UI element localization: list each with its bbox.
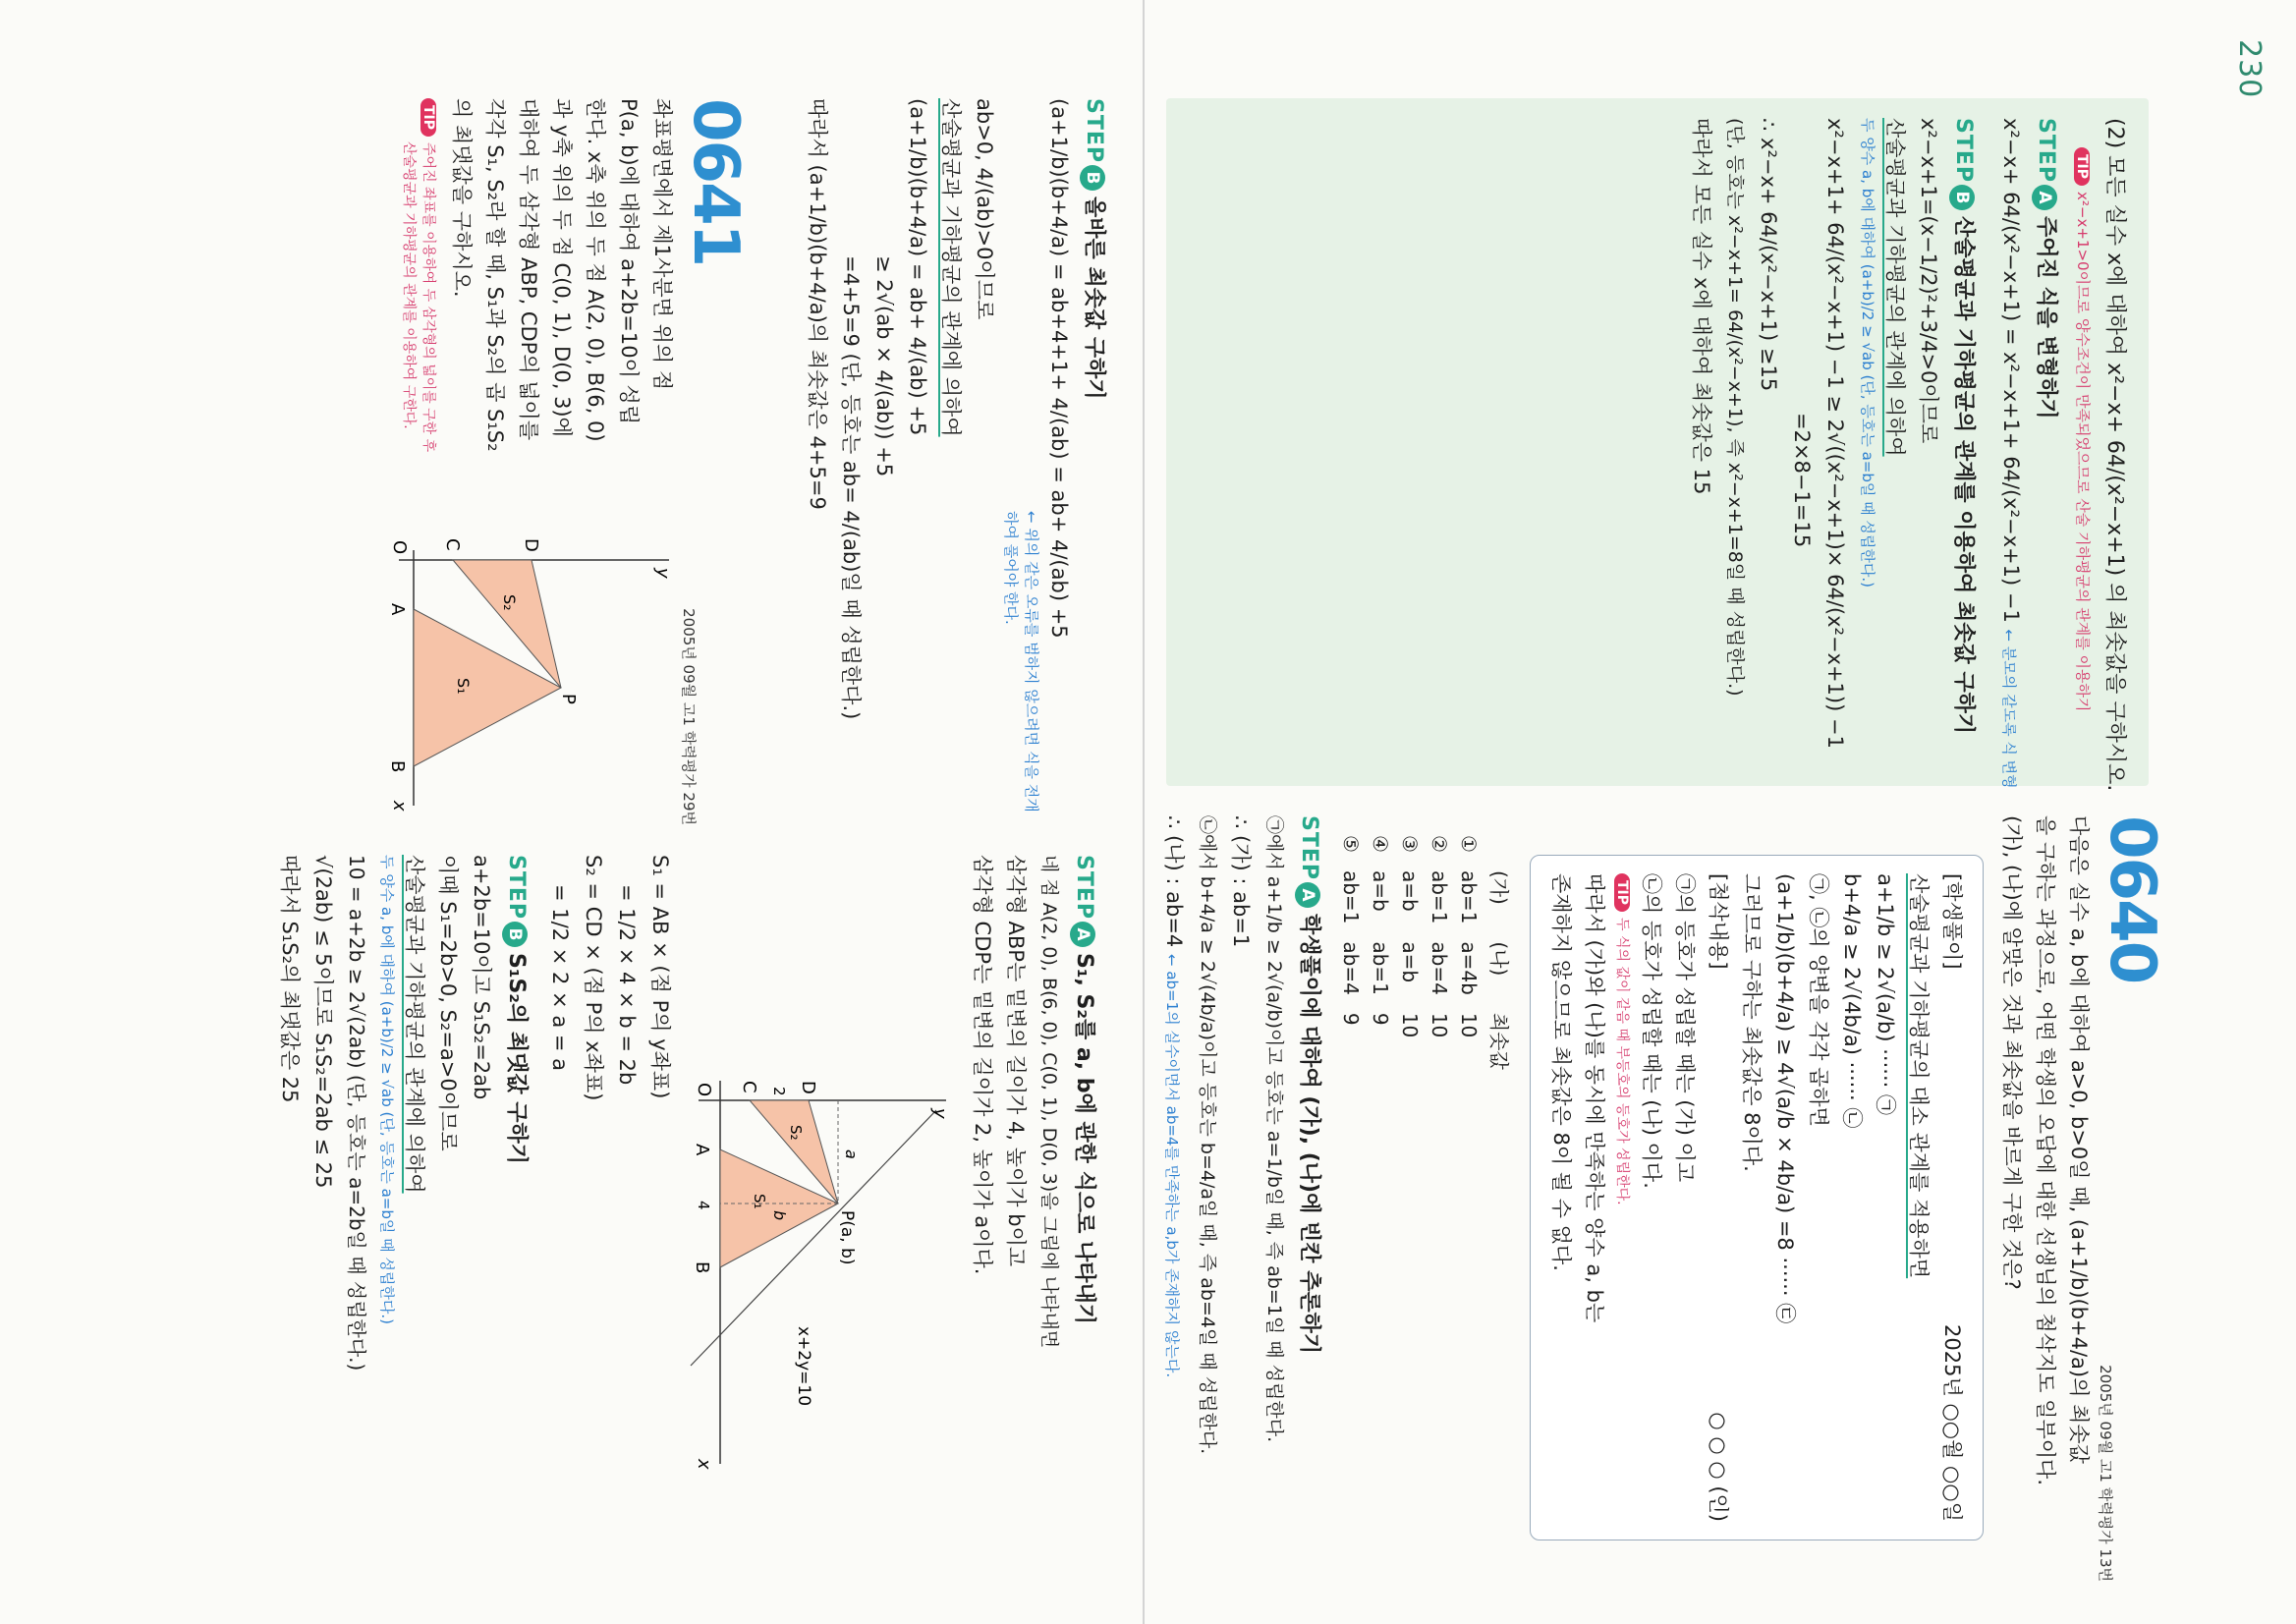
b-line-5: ∴ x²−x+ 64/(x²−x+1) ≥15 (1757, 118, 1780, 392)
step-badge-b: B (1949, 185, 1975, 210)
choice-cell: a=b (1369, 869, 1392, 912)
r-line-6: =4+5=9 (단, 등호는 ab= 4/(ab)일 때 성립한다.) (839, 255, 863, 720)
box-line-6: 그러므로 구하는 최솟값은 8이다. (1740, 873, 1764, 1172)
box-student-label: [학생풀이] (1940, 873, 1964, 970)
choice-cell: 10 (1457, 1012, 1481, 1038)
box-line-5: (a+1/b)(b+4/a) ≥ 4√(a/b × 4b/a) =8 ······ ㉢ (1773, 873, 1797, 1324)
step-word: STEP (1072, 855, 1096, 921)
problem-number-0641: 0641 (679, 98, 752, 266)
p0641-a-line-1: 네 점 A(2, 0), B(6, 0), C(0, 1), D(0, 3)을 그림에 나타내면 (1038, 855, 1060, 1349)
step-a-title: 주어진 식을 변형하기 (2034, 216, 2058, 420)
b-line-3: x²−x+1+ 64/(x²−x+1) −1 ≥ 2√((x²−x+1)× 64/(x²−x+1)) −1 (1823, 118, 1847, 749)
bottom-step-b-title: 올바른 최솟값 구하기 (1082, 196, 1106, 400)
p0641-a-line-7: = 1/2 × 2 × a = a (548, 884, 572, 1072)
fig2-line-label: x+2y=10 (794, 1326, 813, 1407)
problem-0641-body (384, 98, 679, 825)
p0641-text-1: 좌표평면에서 제1사분면 위의 점 (650, 98, 674, 391)
b-line-6: (단, 등호는 x²−x+1= 64/(x²−x+1), 즉 x²−x+1=8일 때 성립한다.) (1724, 118, 1746, 697)
solution-continuation (1166, 98, 2149, 792)
bottom-left-column (56, 98, 1117, 825)
step-word: STEP (1297, 815, 1321, 881)
choice-header: (나) (1487, 941, 1511, 977)
choice-cell: ab=1 (1457, 869, 1481, 924)
r-line-3: 산술평균과 기하평균의 관계에 의하여 (939, 98, 963, 437)
b-line-7: 따라서 모든 실수 x에 대하여 최솟값은 15 (1690, 118, 1713, 495)
p0641-text-2: P(a, b)에 대하여 a+2b=10이 성립 (617, 98, 641, 425)
b-line-1: x²−x+1=(x−1/2)²+3/4>0이므로 (1917, 118, 1940, 444)
box-line-10: 존재하지 않으므로 최솟값은 8이 될 수 없다. (1549, 873, 1573, 1271)
tip-chip: TIP (2074, 147, 2090, 186)
p0641-b-note: 두 양수 a, b에 대하여 (a+b)/2 ≥ √ab (단, 등호는 a=b일 때 성립한다.) (378, 855, 396, 1324)
choice-cell: ab=1 (1369, 941, 1392, 995)
r-l1-text: (a+1/b)(b+4/a) = ab+4+1+ 4/(ab) = ab+ 4/(ab) +5 (1047, 98, 1071, 639)
choice-header-row (1484, 835, 1518, 1088)
step-b-heading (1949, 118, 1981, 766)
choice-row[interactable] (1336, 835, 1366, 1088)
p0641-step-a (1070, 855, 1101, 1562)
choice-cell: ⑤ (1339, 835, 1363, 853)
p0640-s-line-3: ㉡에서 b+4/a ≥ 2√(4b/a)이고 등호는 b=4/a일 때, 즉 ab=4일 때 성립한다. (1197, 815, 1218, 1455)
problem-0640 (1156, 815, 2168, 1582)
p0641-b-line-5: √(2ab) ≤ 5이므로 S₁S₂=2ab ≤ 25 (311, 855, 335, 1189)
fig1-point-b: B (387, 760, 408, 773)
choice-cell: ② (1428, 835, 1451, 853)
fig1-point-a: A (387, 603, 408, 616)
fig2-point-c: C (739, 1081, 759, 1093)
choice-cell: ab=1 (1339, 869, 1363, 924)
step-b-title: 산술평균과 기하평균의 관계를 이용하여 최솟값 구하기 (1951, 216, 1976, 735)
student-solution-box (1530, 855, 1984, 1540)
fig2-point-p: P(a, b) (837, 1210, 857, 1265)
step-badge-a: A (2032, 185, 2057, 210)
problem-number-0640: 0640 (2096, 815, 2168, 983)
p0640-text-2: 을 구하는 과정으로, 어떤 학생의 오답에 대한 선생님의 첨삭지도 일부이다. (2034, 815, 2057, 1486)
p0641-step-b (502, 855, 533, 1562)
answer-choices (1336, 835, 1518, 1088)
box-date: 2025년 ○○월 ○○일 (1940, 1324, 1964, 1522)
p0641-b-line-1: a+2b=10이고 S₁S₂=2ab (470, 855, 493, 1100)
fig1-y-label: y (652, 568, 673, 579)
p0640-s-line-2: ∴ (가) : ab=1 (1229, 815, 1253, 948)
p0641-text-6: 각각 S₁, S₂라 할 때, S₁과 S₂의 곱 S₁S₂ (483, 98, 507, 452)
page-divider (1143, 0, 1145, 1624)
choice-cell: 9 (1339, 1012, 1363, 1026)
r-line-4: (a+1/b)(b+4/a) = ab+ 4/(ab) +5 (906, 98, 929, 436)
fig2-b-label: b (770, 1210, 789, 1221)
box-line-3: b+4/a ≥ 2√(4b/a) ······ ㉡ (1840, 873, 1864, 1129)
fig2-point-a: A (692, 1144, 712, 1156)
choice-cell: a=b (1398, 941, 1422, 983)
box-line-8: ㉡의 등호가 성립할 때는 (나) 이다. (1640, 873, 1663, 1189)
fig2-y-label: y (929, 1108, 950, 1119)
box-teacher-label: [첨삭내용] (1707, 873, 1730, 970)
fig2-two-label: 2 (770, 1087, 788, 1096)
choice-cell: ab=1 (1428, 869, 1451, 924)
box-line-2: a+1/b ≥ 2√(a/b) ······ ㉠ (1874, 873, 1897, 1115)
choice-cell: ① (1457, 835, 1481, 853)
fig2-s1-label: S₁ (751, 1194, 768, 1209)
problem-source-0641: 2005년 09월 고1 학력평가 29번 (680, 608, 698, 825)
step-a-eq: x²−x+ 64/(x²−x+1) = x²−x+1+ 64/(x²−x+1) −1 (1999, 118, 2023, 623)
fig1-origin: O (389, 540, 410, 555)
b-note: 두 양수 a, b에 대하여 (a+b)/2 ≥ √ab (단, 등호는 a=b일 때 성립한다.) (1859, 118, 1876, 588)
p0641-b-line-4: 10 = a+2b ≥ 2√(2ab) (단, 등호는 a=2b일 때 성립한다.) (345, 855, 368, 1372)
p0640-s-note: ← ab=1의 실수이면서 ab=4를 만족하는 a,b가 존재하지 않는다. (1163, 953, 1181, 1378)
p0641-b-line-3: 산술평균과 기하평균의 관계에 의하여 (403, 855, 426, 1194)
choice-cell: ab=4 (1339, 941, 1363, 995)
choice-cell: ④ (1369, 835, 1392, 853)
step-a-heading (2032, 118, 2063, 766)
p0641-step-b-title: S₁S₂의 최댓값 구하기 (504, 953, 529, 1165)
problem-0641-text (384, 98, 679, 521)
fig2-four-label: 4 (695, 1201, 712, 1210)
bottom-step-b (1080, 98, 1111, 825)
box-line-7: ㉠의 등호가 성립할 때는 (가) 이고 (1673, 873, 1697, 1183)
box-header (1935, 873, 1969, 1522)
p0641-text-3: 한다. x축 위의 두 점 A(2, 0), B(6, 0) (584, 98, 607, 442)
fig1-s2-label: S₂ (500, 594, 519, 611)
step-a-note: ← 분모의 같도록 식 변형 (2000, 629, 2018, 789)
box-tip-text: 두 식의 값이 같음 때 부등호의 등호가 성립한다. (1614, 918, 1630, 1205)
tip-text: x²−x+1>0이므로 양수조건이 만족되었으므로 산술 기하평균의 관계를 이용하기 (2074, 192, 2092, 712)
step-word: STEP (1951, 118, 1976, 184)
problem-0641-solution (56, 855, 1107, 1562)
choice-cell: a=b (1398, 869, 1422, 912)
p0641-tip-2: 산술평균과 기하평균의 관계를 이용하여 구한다. (401, 141, 417, 429)
p0641-tip-1: 주어진 좌표를 이용하여 두 삼각형의 넓이를 구한 후 (420, 142, 436, 453)
b-line-4: =2×8−1=15 (1790, 413, 1814, 548)
step-word: STEP (504, 855, 529, 921)
choice-header: (가) (1487, 869, 1511, 905)
box-teacher-sign: ○ ○ ○ (인) (1707, 1412, 1730, 1522)
p0641-text-7: 의 최댓값을 구하시오. (450, 98, 474, 298)
problem-source-0640: 2005년 09월 고1 학력평가 13번 (2097, 1365, 2114, 1582)
p0640-s-line-1: ㉠에서 a+1/b ≥ 2√(a/b)이고 등호는 a=1/b일 때, 즉 ab=1일 때 성립한다. (1263, 815, 1285, 1443)
b-line-2: 산술평균과 기하평균의 관계에 의하여 (1883, 118, 1907, 457)
p0641-text-5: 대하여 두 삼각형 ABP, CDP의 넓이를 (517, 98, 540, 441)
problem-0640-header (2096, 815, 2168, 1582)
box-line-9: 따라서 (가)와 (나)를 동시에 만족하는 양수 a, b는 (1583, 873, 1606, 1323)
fig1-point-d: D (521, 538, 541, 552)
fig1-s1-label: S₁ (454, 678, 473, 695)
choice-row[interactable] (1395, 835, 1425, 1088)
choice-row[interactable] (1454, 835, 1484, 1088)
choice-header: 최솟값 (1487, 1012, 1511, 1070)
problem-0641-figure (384, 521, 679, 815)
box-line-1: 산술평균과 기하평균의 대소 관계를 적용하면 (1907, 873, 1931, 1279)
p0640-step-a-title: 학생풀이에 대하여 (가), (나)에 빈칸 추론하기 (1297, 914, 1321, 1355)
choice-header (1484, 835, 1518, 870)
p0641-a-line-6: S₂ = CD × (점 P의 x좌표) (582, 855, 605, 1101)
fig2-point-b: B (692, 1261, 712, 1274)
r-line-1 (1042, 98, 1076, 825)
p0641-a-line-3: 삼각형 CDP는 밑변의 길이가 2, 높이가 a이다. (971, 855, 994, 1275)
fig2-origin: O (694, 1083, 714, 1097)
p0640-text-3: (가), (나)에 알맞은 것과 최솟값을 바르게 구한 것은? (2000, 815, 2024, 1290)
step-badge-b: B (502, 922, 528, 947)
p0640-text-1: 다음은 실수 a, b에 대하여 a>0, b>0일 때, (a+1/b)(b+4/a)의 최솟값 (2067, 815, 2091, 1464)
top-half (1147, 0, 2188, 1624)
page-number: 230 (2232, 39, 2267, 99)
step-badge-a: A (1070, 922, 1095, 947)
step-word: STEP (2034, 118, 2058, 184)
choice-row[interactable] (1425, 835, 1454, 1088)
problem-0641-header (679, 98, 752, 825)
fig1-point-c: C (442, 538, 463, 551)
choice-row[interactable] (1366, 835, 1395, 1088)
p0641-a-line-4: S₁ = AB × (점 P의 y좌표) (648, 855, 672, 1099)
p0641-step-a-title: S₁, S₂를 a, b에 관한 식으로 나타내기 (1072, 953, 1096, 1325)
fig2-s2-label: S₂ (787, 1125, 805, 1141)
fig2-point-d: D (798, 1081, 818, 1094)
p0640-step-a (1295, 815, 1326, 1582)
fig1-point-p: P (558, 694, 579, 704)
fig2-a-label: a (842, 1149, 861, 1159)
p0641-a-line-5: = 1/2 × 4 × b = 2b (615, 884, 639, 1086)
step-a-line (1992, 118, 2028, 789)
choice-cell: ③ (1398, 835, 1422, 853)
step-badge-a: A (1295, 882, 1320, 908)
p0641-a-line-2: 삼각형 ABP는 밑변의 길이가 4, 높이가 b이고 (1004, 855, 1028, 1267)
box-tip-chip: TIP (1614, 873, 1630, 912)
box-teacher-row (1702, 873, 1735, 1522)
bottom-half (46, 0, 1127, 1624)
p0640-s-l4-text: ∴ (나) : ab=4 (1162, 815, 1186, 948)
step-word: STEP (1082, 98, 1106, 164)
p0640-s-line-4 (1155, 815, 1191, 1582)
box-line-4: ㉠, ㉡의 양변을 각각 곱하면 (1807, 873, 1830, 1127)
p0641-b-line-2: 이때 S₁=2b>0, S₂=a>0이므로 (436, 855, 460, 1151)
fig1-x-label: x (389, 801, 410, 812)
problem-2-text: (2) 모든 실수 x에 대하여 x²−x+ 64/(x²−x+1) 의 최솟값을 구하시오. (2102, 118, 2127, 792)
solution-figure (681, 953, 956, 1503)
box-tip (1613, 873, 1633, 1522)
p0641-b-line-6: 따라서 S₁S₂의 최댓값은 25 (278, 855, 302, 1103)
choice-cell: 9 (1369, 1012, 1392, 1026)
p0641-text-4: 과 y축 위의 두 점 C(0, 1), D(0, 3)에 (550, 98, 574, 437)
p0641-tip (400, 98, 439, 521)
choice-cell: a=4b (1457, 941, 1481, 995)
choice-cell: ab=4 (1428, 941, 1451, 995)
fig2-x-label: x (694, 1459, 714, 1470)
tip-line (2073, 147, 2094, 766)
r-line-7: 따라서 (a+1/b)(b+4/a)의 최솟값은 4+5=9 (806, 98, 829, 510)
p0641-tip-chip: TIP (420, 98, 436, 137)
choice-cell: 10 (1428, 1012, 1451, 1038)
r-line-2: ab>0, 4/(ab)>0이므로 (973, 98, 996, 320)
step-badge-b: B (1080, 165, 1105, 191)
choice-cell: 10 (1398, 1012, 1422, 1038)
r-note: ← 위의 같은 오류를 범하지 않으려면 식을 전개하여 풀어야 한다. (1002, 511, 1040, 812)
r-line-5: ≥ 2√(ab × 4/(ab)) +5 (872, 255, 896, 477)
